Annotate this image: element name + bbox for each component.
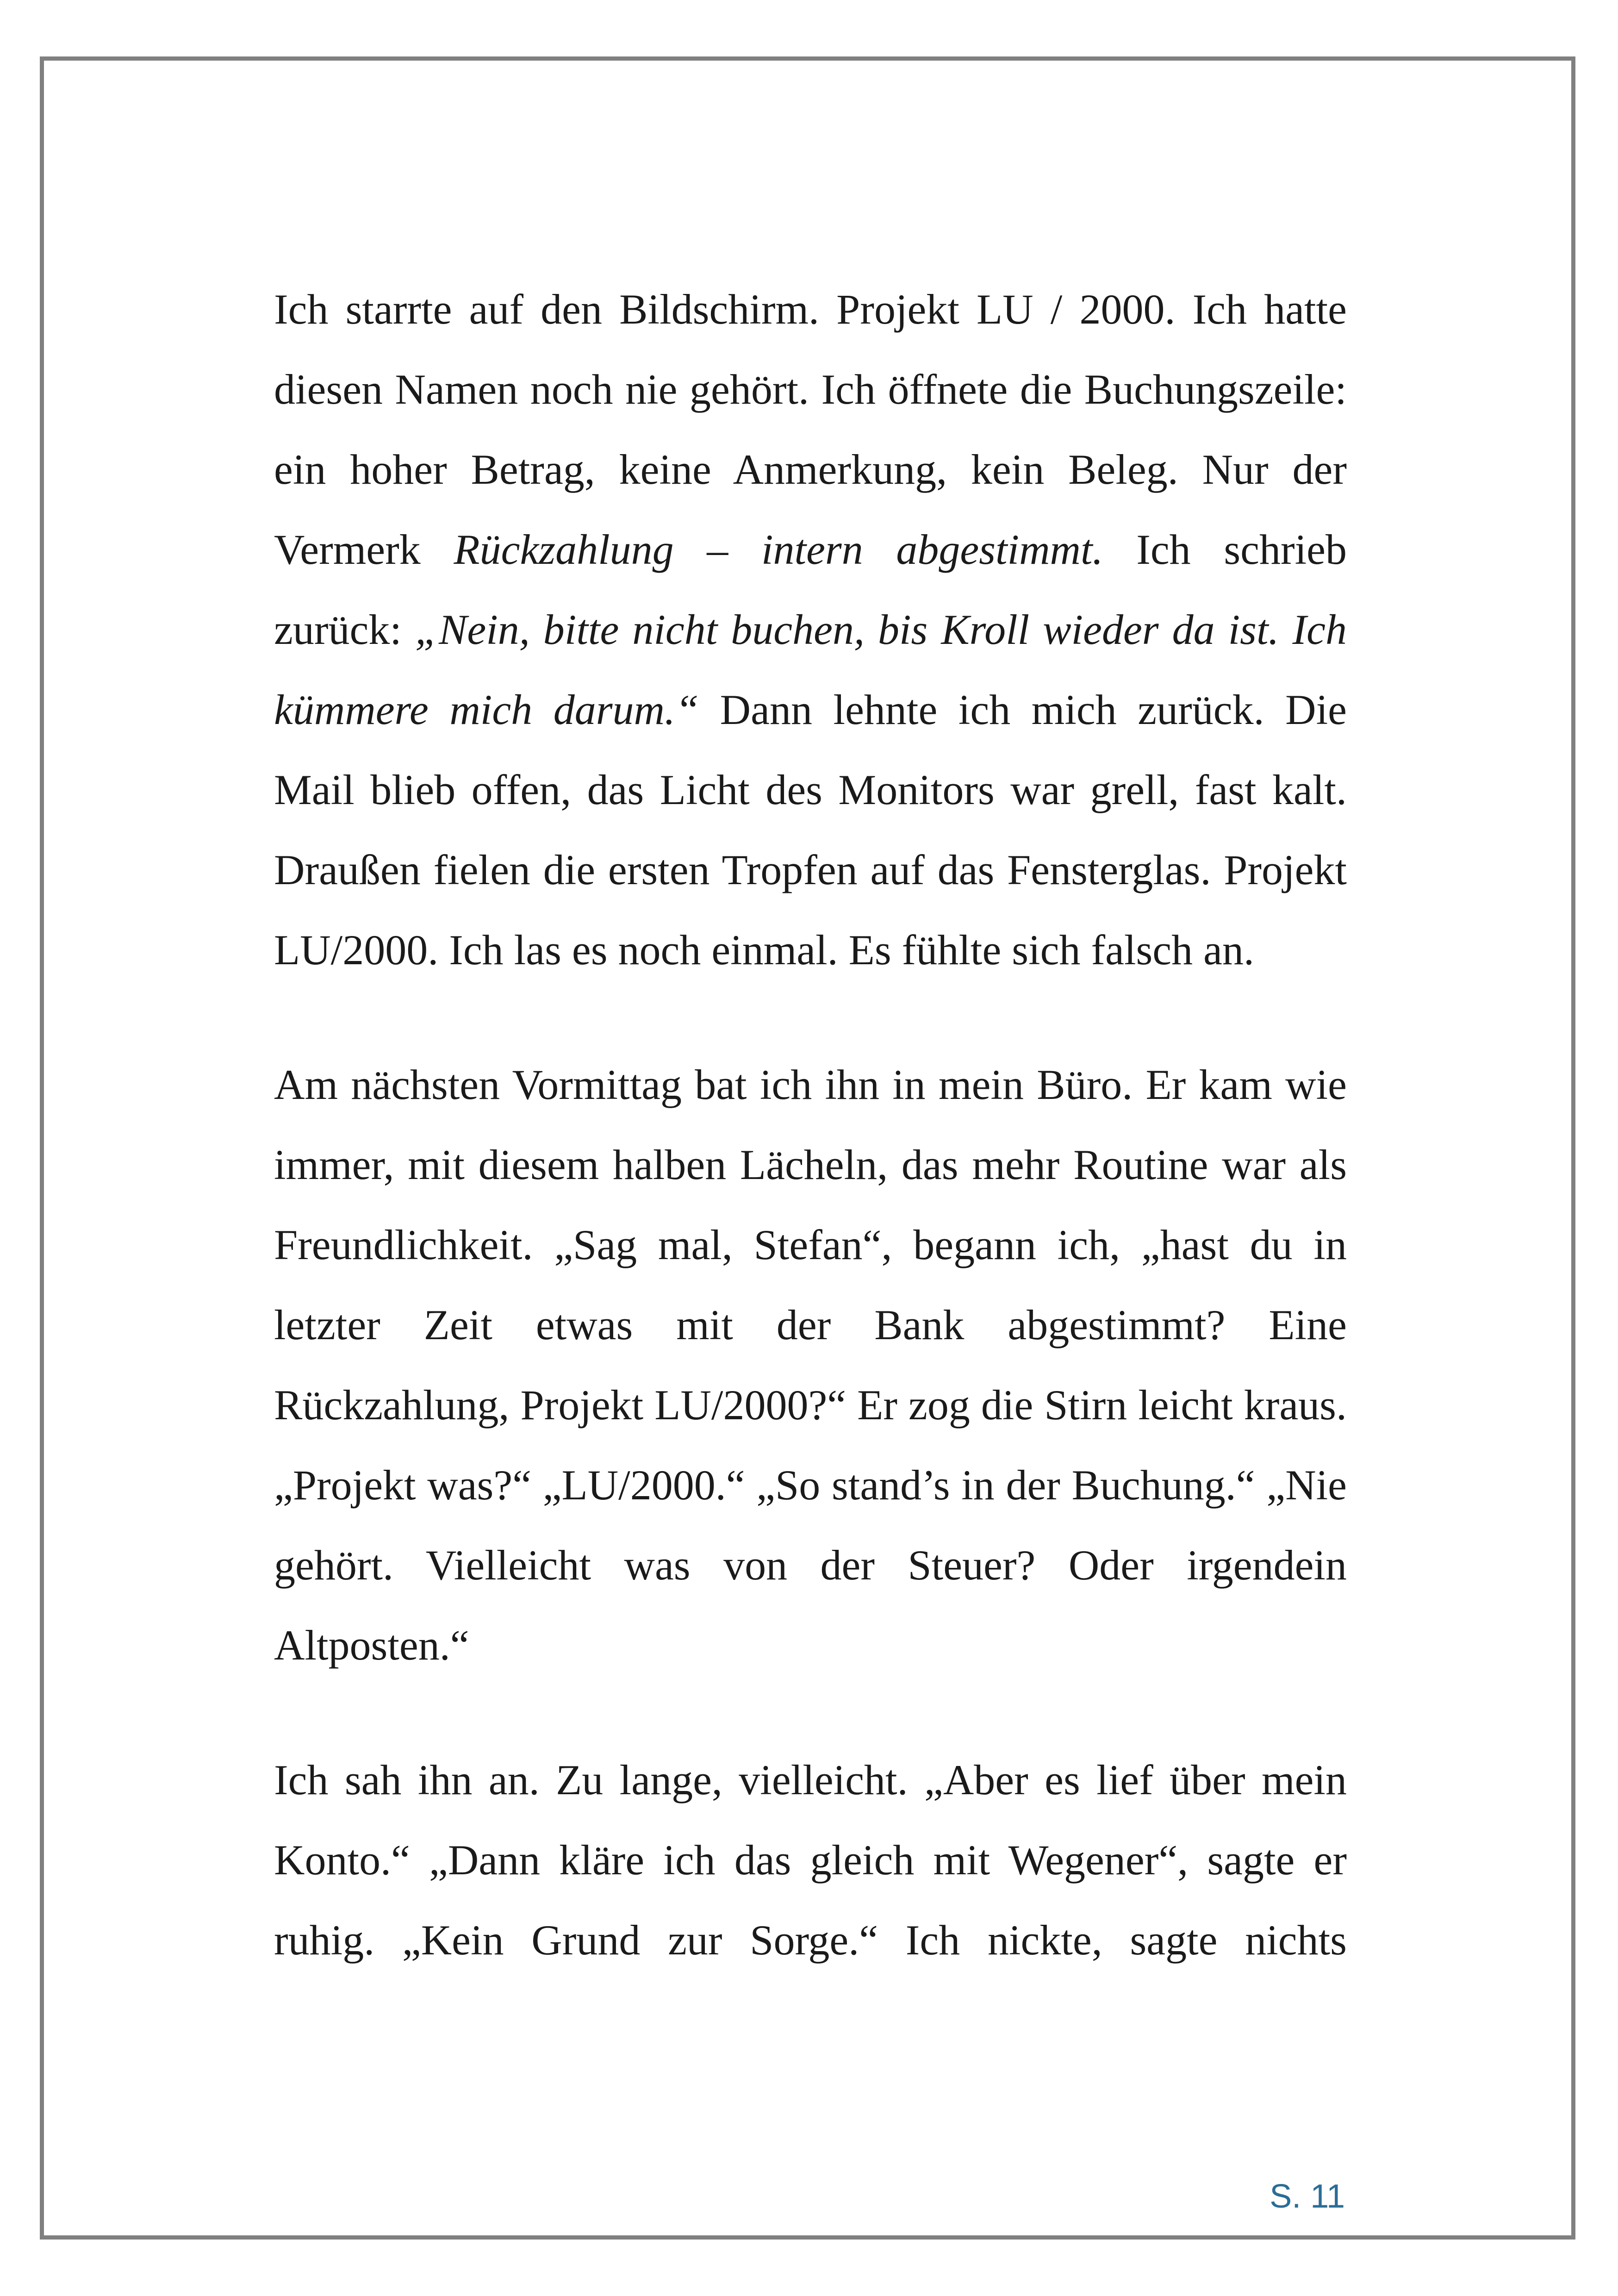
paragraph-1-segment-5: Dann lehnte ich mich zurück. Die Mail blieb offen, das Licht des Monitors war grell, fast kalt. Draußen fielen die ersten Tropfen auf das Fensterglas. Projekt LU/2000. Ich las es noch einmal. Es fühlte sich falsch an.	[274, 686, 1347, 973]
paragraph-1-segment-3: Ich schrieb zurück:	[274, 526, 1347, 653]
paragraph-3-segment-1: Ich sah ihn an. Zu lange, vielleicht. „Aber es lief über mein Konto.“ „Dann kläre ich das gleich mit Wegener“, sagte er ruhig. „Kein Grund zur Sorge.“ Ich nickte, sagte nichts	[274, 1756, 1347, 1964]
paragraph-2-segment-1: Am nächsten Vormittag bat ich ihn in mein Büro. Er kam wie immer, mit diesem halben Lächeln, das mehr Routine war als Freundlichkeit. „Sag mal, Stefan“, begann ich, „hast du in letzter Zeit etwas mit der Bank abgestimmt? Eine Rückzahlung, Projekt LU/2000?“ Er zog die Stirn leicht kraus. „Projekt was?“ „LU/2000.“ „So stand’s in der Buchung.“ „Nie gehört. Vielleicht was von der Steuer? Oder irgendein Altposten.“	[274, 1061, 1347, 1669]
text-body	[274, 269, 1347, 1980]
paragraph-2	[274, 1045, 1347, 1685]
paragraph-1-segment-2: Rückzahlung – intern abgestimmt.	[454, 526, 1103, 573]
paragraph-1-segment-1: Ich starrte auf den Bildschirm. Projekt LU / 2000. Ich hatte diesen Namen noch nie gehört. Ich öffnete die Buchungszeile: ein hoher Betrag, keine Anmerkung, kein Beleg. Nur der Vermerk	[274, 286, 1347, 573]
paragraph-1	[274, 269, 1347, 990]
page-number: S. 11	[1270, 2178, 1345, 2215]
paragraph-1-segment-4: „Nein, bitte nicht buchen, bis Kroll wieder da ist. Ich kümmere mich darum.“	[274, 606, 1347, 733]
paragraph-3	[274, 1740, 1347, 1980]
